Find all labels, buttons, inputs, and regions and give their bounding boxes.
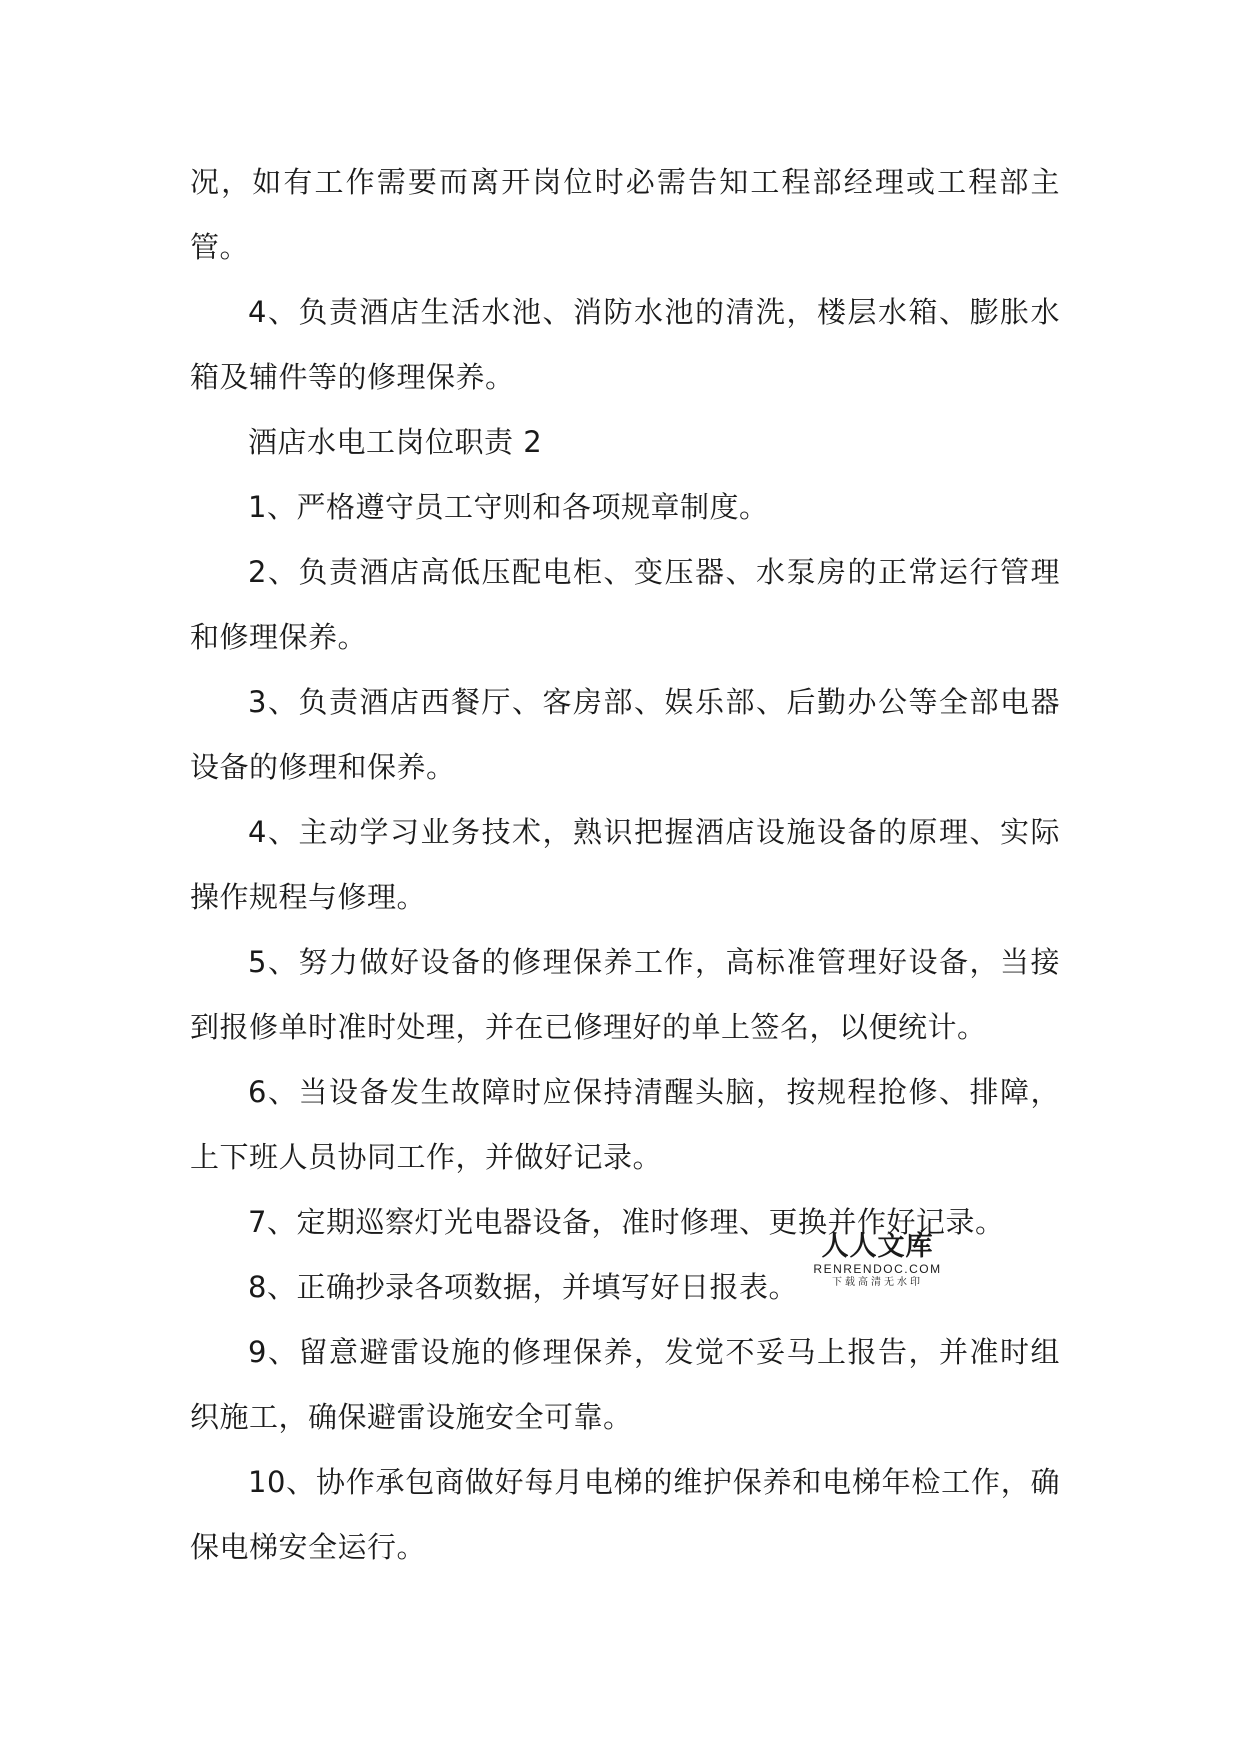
paragraph: 10、协作承包商做好每月电梯的维护保养和电梯年检工作，确保电梯安全运行。 bbox=[190, 1465, 1060, 1564]
paragraph: 7、定期巡察灯光电器设备，准时修理、更换并作好记录。 bbox=[248, 1205, 1005, 1239]
paragraph: 8、正确抄录各项数据，并填写好日报表。 bbox=[248, 1270, 798, 1304]
paragraph: 5、努力做好设备的修理保养工作，高标准管理好设备，当接到报修单时准时处理，并在已修理好的单上签名，以便统计。 bbox=[190, 945, 1060, 1044]
paragraph: 4、负责酒店生活水池、消防水池的清洗，楼层水箱、膨胀水箱及辅件等的修理保养。 bbox=[190, 295, 1060, 394]
paragraph: 3、负责酒店西餐厅、客房部、娱乐部、后勤办公等全部电器设备的修理和保养。 bbox=[190, 685, 1060, 784]
paragraph: 6、当设备发生故障时应保持清醒头脑，按规程抢修、排障，上下班人员协同工作，并做好记录。 bbox=[190, 1075, 1060, 1174]
watermark-logo-text: 人人文库 bbox=[821, 1231, 934, 1262]
paragraph: 4、主动学习业务技术，熟识把握酒店设施设备的原理、实际操作规程与修理。 bbox=[190, 815, 1060, 914]
watermark-subtitle: 下载高清无水印 bbox=[832, 1277, 923, 1288]
paragraph: 9、留意避雷设施的修理保养，发觉不妥马上报告，并准时组织施工，确保避雷设施安全可靠。 bbox=[190, 1335, 1060, 1434]
paragraph: 2、负责酒店高低压配电柜、变压器、水泵房的正常运行管理和修理保养。 bbox=[190, 555, 1060, 654]
watermark-url: RENRENDOC.COM bbox=[813, 1262, 942, 1276]
watermark-logo bbox=[810, 1232, 945, 1289]
paragraph: 况，如有工作需要而离开岗位时必需告知工程部经理或工程部主管。 bbox=[190, 165, 1060, 264]
paragraph: 1、严格遵守员工守则和各项规章制度。 bbox=[248, 490, 769, 524]
section-heading: 酒店水电工岗位职责 2 bbox=[248, 425, 543, 459]
document-body bbox=[190, 150, 1060, 1580]
